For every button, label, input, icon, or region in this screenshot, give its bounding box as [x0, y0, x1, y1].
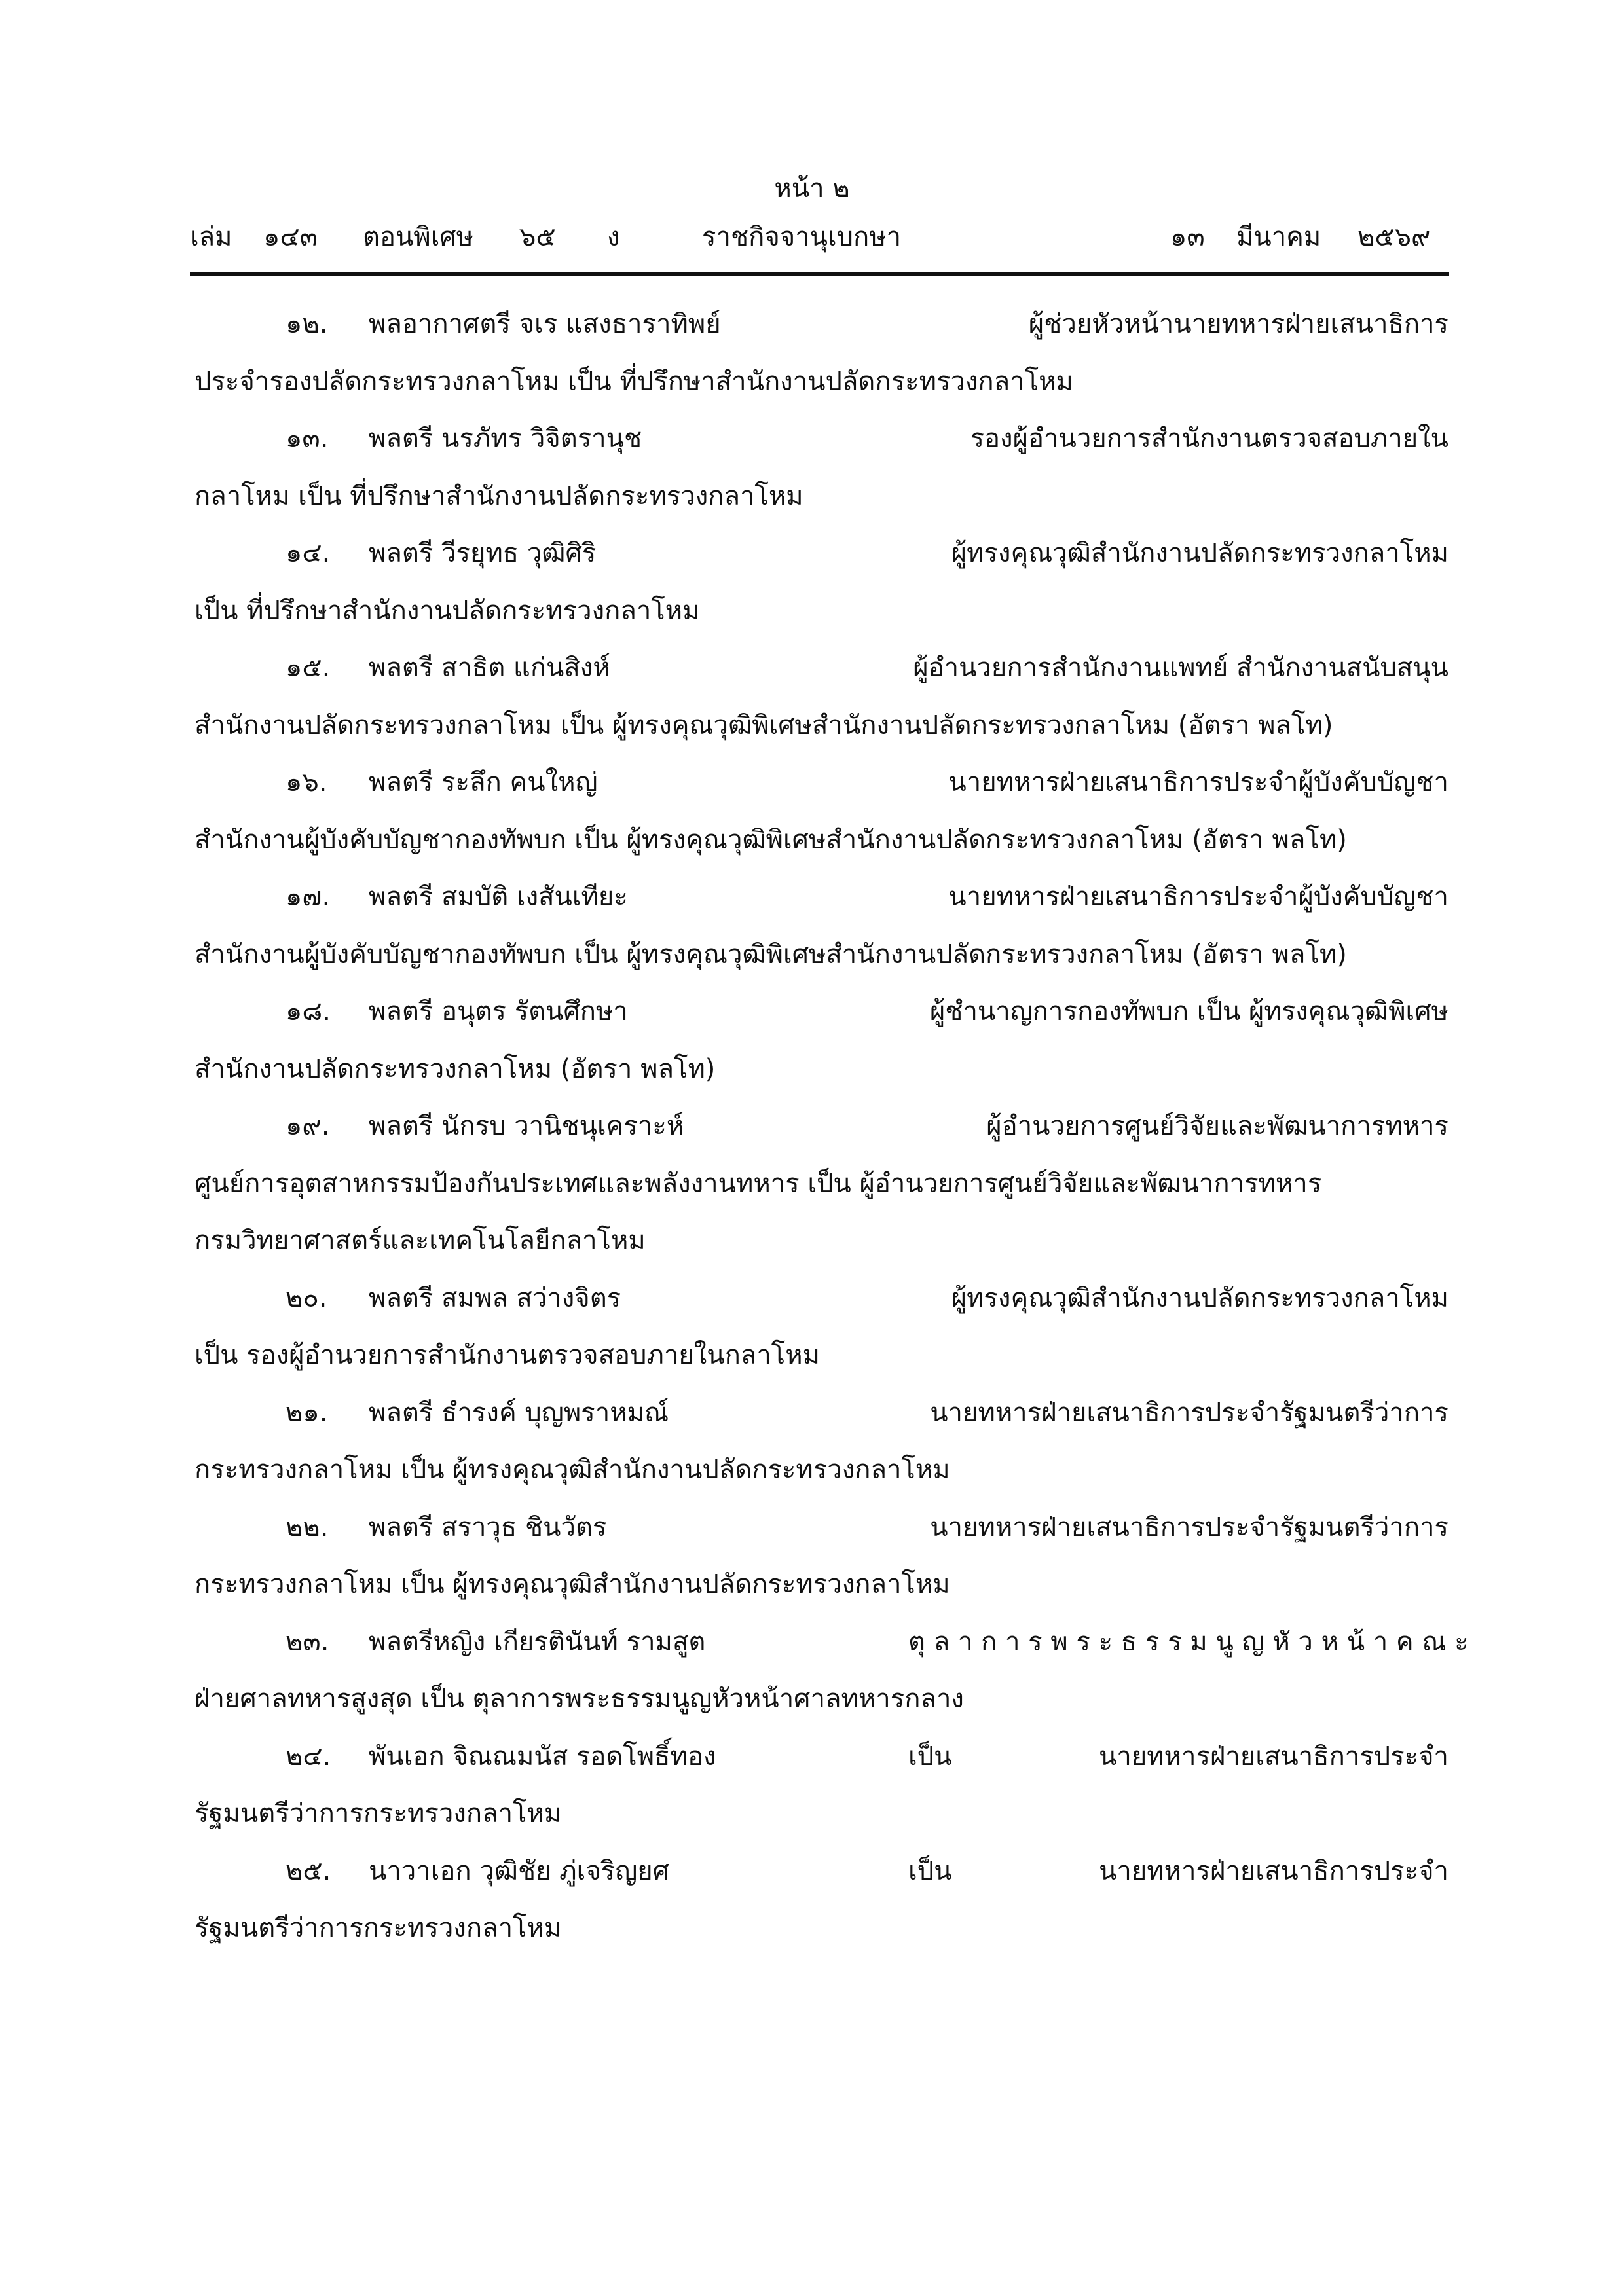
- entry-continuation-line: สำนักงานผู้บังคับบัญชากองทัพบก เป็น ผู้ทรงคุณวุฒิพิเศษสำนักงานปลัดกระทรวงกลาโหม (อัตรา พลโท): [194, 939, 1347, 970]
- entry-name: พลตรี สาธิต แก่นสิงห์: [369, 653, 610, 683]
- entry-position: นายทหารฝ่ายเสนาธิการประจำรัฐมนตรีว่าการ: [930, 1512, 1449, 1542]
- page-number: หน้า ๒: [774, 173, 850, 204]
- entry-continuation-line: รัฐมนตรีว่าการกระทรวงกลาโหม: [194, 1913, 562, 1943]
- entry-position: นายทหารฝ่ายเสนาธิการประจำรัฐมนตรีว่าการ: [930, 1397, 1449, 1428]
- entry-continuation-line: เป็น รองผู้อำนวยการสำนักงานตรวจสอบภายในกลาโหม: [194, 1340, 820, 1370]
- entry-continuation-line: ศูนย์การอุตสาหกรรมป้องกันประเทศและพลังงานทหาร เป็น ผู้อำนวยการศูนย์วิจัยและพัฒนาการทหาร: [194, 1168, 1322, 1199]
- entry-number: ๒๒.: [286, 1512, 329, 1542]
- entry-name: พลตรี ระลึก คนใหญ่: [369, 767, 598, 797]
- entry-number: ๑๔.: [286, 538, 331, 568]
- entry-name: นาวาเอก วุฒิชัย ภู่เจริญยศ: [369, 1855, 670, 1886]
- entry-name: พลตรี นักรบ วานิชนุเคราะห์: [369, 1111, 684, 1141]
- date-day: ๑๓: [1170, 222, 1205, 252]
- publication-title: ราชกิจจานุเบกษา: [702, 222, 902, 252]
- entry-number: ๑๒.: [286, 309, 328, 339]
- entry-name: พลตรี อนุตร รัตนศึกษา: [369, 996, 628, 1027]
- entry-continuation-line: กรมวิทยาศาสตร์และเทคโนโลยีกลาโหม: [194, 1226, 646, 1256]
- entry-first-line: [194, 1843, 1449, 1901]
- entry-first-line: [194, 1270, 1449, 1328]
- entry-first-line: [194, 525, 1449, 583]
- entry-number: ๑๓.: [286, 424, 329, 454]
- entry-first-line: [194, 983, 1449, 1041]
- entry-name: พลตรี สมบัติ เงสันเทียะ: [369, 882, 628, 912]
- entry-position: ผู้อำนวยการสำนักงานแพทย์ สำนักงานสนับสนุน: [913, 653, 1449, 683]
- volume-number: ๑๔๓: [263, 222, 318, 252]
- entry-continuation-line: สำนักงานปลัดกระทรวงกลาโหม เป็น ผู้ทรงคุณวุฒิพิเศษสำนักงานปลัดกระทรวงกลาโหม (อัตรา พลโท): [194, 710, 1333, 740]
- entry-position: ผู้ช่วยหัวหน้านายทหารฝ่ายเสนาธิการ: [1028, 309, 1449, 339]
- appointment-list: [194, 296, 1469, 1958]
- entry-continuation-line: สำนักงานผู้บังคับบัญชากองทัพบก เป็น ผู้ทรงคุณวุฒิพิเศษสำนักงานปลัดกระทรวงกลาโหม (อัตรา พลโท): [194, 824, 1347, 855]
- entry-first-line: [194, 1385, 1449, 1442]
- entry-position: นายทหารฝ่ายเสนาธิการประจำผู้บังคับบัญชา: [948, 882, 1449, 912]
- section-label: ตอนพิเศษ: [363, 222, 474, 252]
- entry-position: ผู้ทรงคุณวุฒิสำนักงานปลัดกระทรวงกลาโหม: [951, 1283, 1449, 1313]
- entry-first-line: [194, 1614, 1469, 1671]
- entry-position: เป็น นายทหารฝ่ายเสนาธิการประจำ: [908, 1741, 1449, 1772]
- entry-position: รองผู้อำนวยการสำนักงานตรวจสอบภายใน: [970, 424, 1449, 454]
- entry-first-line: [194, 296, 1449, 354]
- entry-name: พลอากาศตรี จเร แสงธาราทิพย์: [369, 309, 721, 339]
- entry-continuation-line: กระทรวงกลาโหม เป็น ผู้ทรงคุณวุฒิสำนักงานปลัดกระทรวงกลาโหม: [194, 1569, 950, 1599]
- section-number: ๖๕: [519, 222, 556, 252]
- entry-continuation-line: สำนักงานปลัดกระทรวงกลาโหม (อัตรา พลโท): [194, 1053, 716, 1084]
- entry-number: ๒๕.: [286, 1855, 331, 1886]
- entry-name: พลตรีหญิง เกียรตินันท์ รามสูต: [369, 1626, 706, 1657]
- entry-number: ๑๕.: [286, 653, 331, 683]
- entry-first-line: [194, 1728, 1449, 1786]
- header-rule: [190, 272, 1449, 276]
- entry-name: พลตรี ธำรงค์ บุญพราหมณ์: [369, 1397, 669, 1428]
- entry-continuation-line: เป็น ที่ปรึกษาสำนักงานปลัดกระทรวงกลาโหม: [194, 595, 700, 626]
- entry-position: ผู้ชำนาญการกองทัพบก เป็น ผู้ทรงคุณวุฒิพิเศษ: [929, 996, 1449, 1027]
- entry-position: นายทหารฝ่ายเสนาธิการประจำผู้บังคับบัญชา: [948, 767, 1449, 797]
- entry-first-line: [194, 640, 1449, 697]
- entry-position: เป็น นายทหารฝ่ายเสนาธิการประจำ: [908, 1855, 1449, 1886]
- entry-continuation-line: กระทรวงกลาโหม เป็น ผู้ทรงคุณวุฒิสำนักงานปลัดกระทรวงกลาโหม: [194, 1455, 950, 1485]
- entry-name: พันเอก จิณณมนัส รอดโพธิ์ทอง: [369, 1741, 716, 1772]
- entry-number: ๒๓.: [286, 1626, 329, 1657]
- entry-number: ๑๗.: [286, 882, 331, 912]
- entry-first-line: [194, 754, 1449, 812]
- volume-label: เล่ม: [190, 222, 232, 252]
- entry-number: ๒๑.: [286, 1397, 328, 1428]
- entry-position: ตุ ล า ก า ร พ ร ะ ธ ร ร ม นู ญ หั ว ห น้ า ค ณ ะ: [908, 1626, 1469, 1657]
- entry-number: ๑๖.: [286, 767, 327, 797]
- entry-first-line: [194, 1499, 1449, 1557]
- entry-name: พลตรี สราวุธ ชินวัตร: [369, 1512, 607, 1542]
- entry-continuation-line: ประจำรองปลัดกระทรวงกลาโหม เป็น ที่ปรึกษาสำนักงานปลัดกระทรวงกลาโหม: [194, 366, 1073, 397]
- entry-name: พลตรี นรภัทร วิจิตรานุช: [369, 424, 642, 454]
- entry-number: ๑๘.: [286, 996, 331, 1027]
- entry-first-line: [194, 1098, 1449, 1156]
- date-month: มีนาคม: [1236, 222, 1321, 252]
- entry-number: ๒๐.: [286, 1283, 327, 1313]
- entry-continuation-line: รัฐมนตรีว่าการกระทรวงกลาโหม: [194, 1798, 562, 1829]
- entry-number: ๒๔.: [286, 1741, 331, 1772]
- section-letter: ง: [607, 222, 620, 252]
- entry-position: ผู้ทรงคุณวุฒิสำนักงานปลัดกระทรวงกลาโหม: [951, 538, 1449, 568]
- entry-continuation-line: ฝ่ายศาลทหารสูงสุด เป็น ตุลาการพระธรรมนูญหัวหน้าศาลทหารกลาง: [194, 1684, 964, 1714]
- entry-name: พลตรี วีรยุทธ วุฒิศิริ: [369, 538, 597, 568]
- date-year: ๒๕๖๙: [1357, 222, 1431, 252]
- entry-position: ผู้อำนวยการศูนย์วิจัยและพัฒนาการทหาร: [986, 1111, 1449, 1141]
- entry-name: พลตรี สมพล สว่างจิตร: [369, 1283, 621, 1313]
- entry-first-line: [194, 410, 1449, 468]
- entry-number: ๑๙.: [286, 1111, 330, 1141]
- entry-continuation-line: กลาโหม เป็น ที่ปรึกษาสำนักงานปลัดกระทรวงกลาโหม: [194, 481, 803, 511]
- entry-first-line: [194, 869, 1449, 926]
